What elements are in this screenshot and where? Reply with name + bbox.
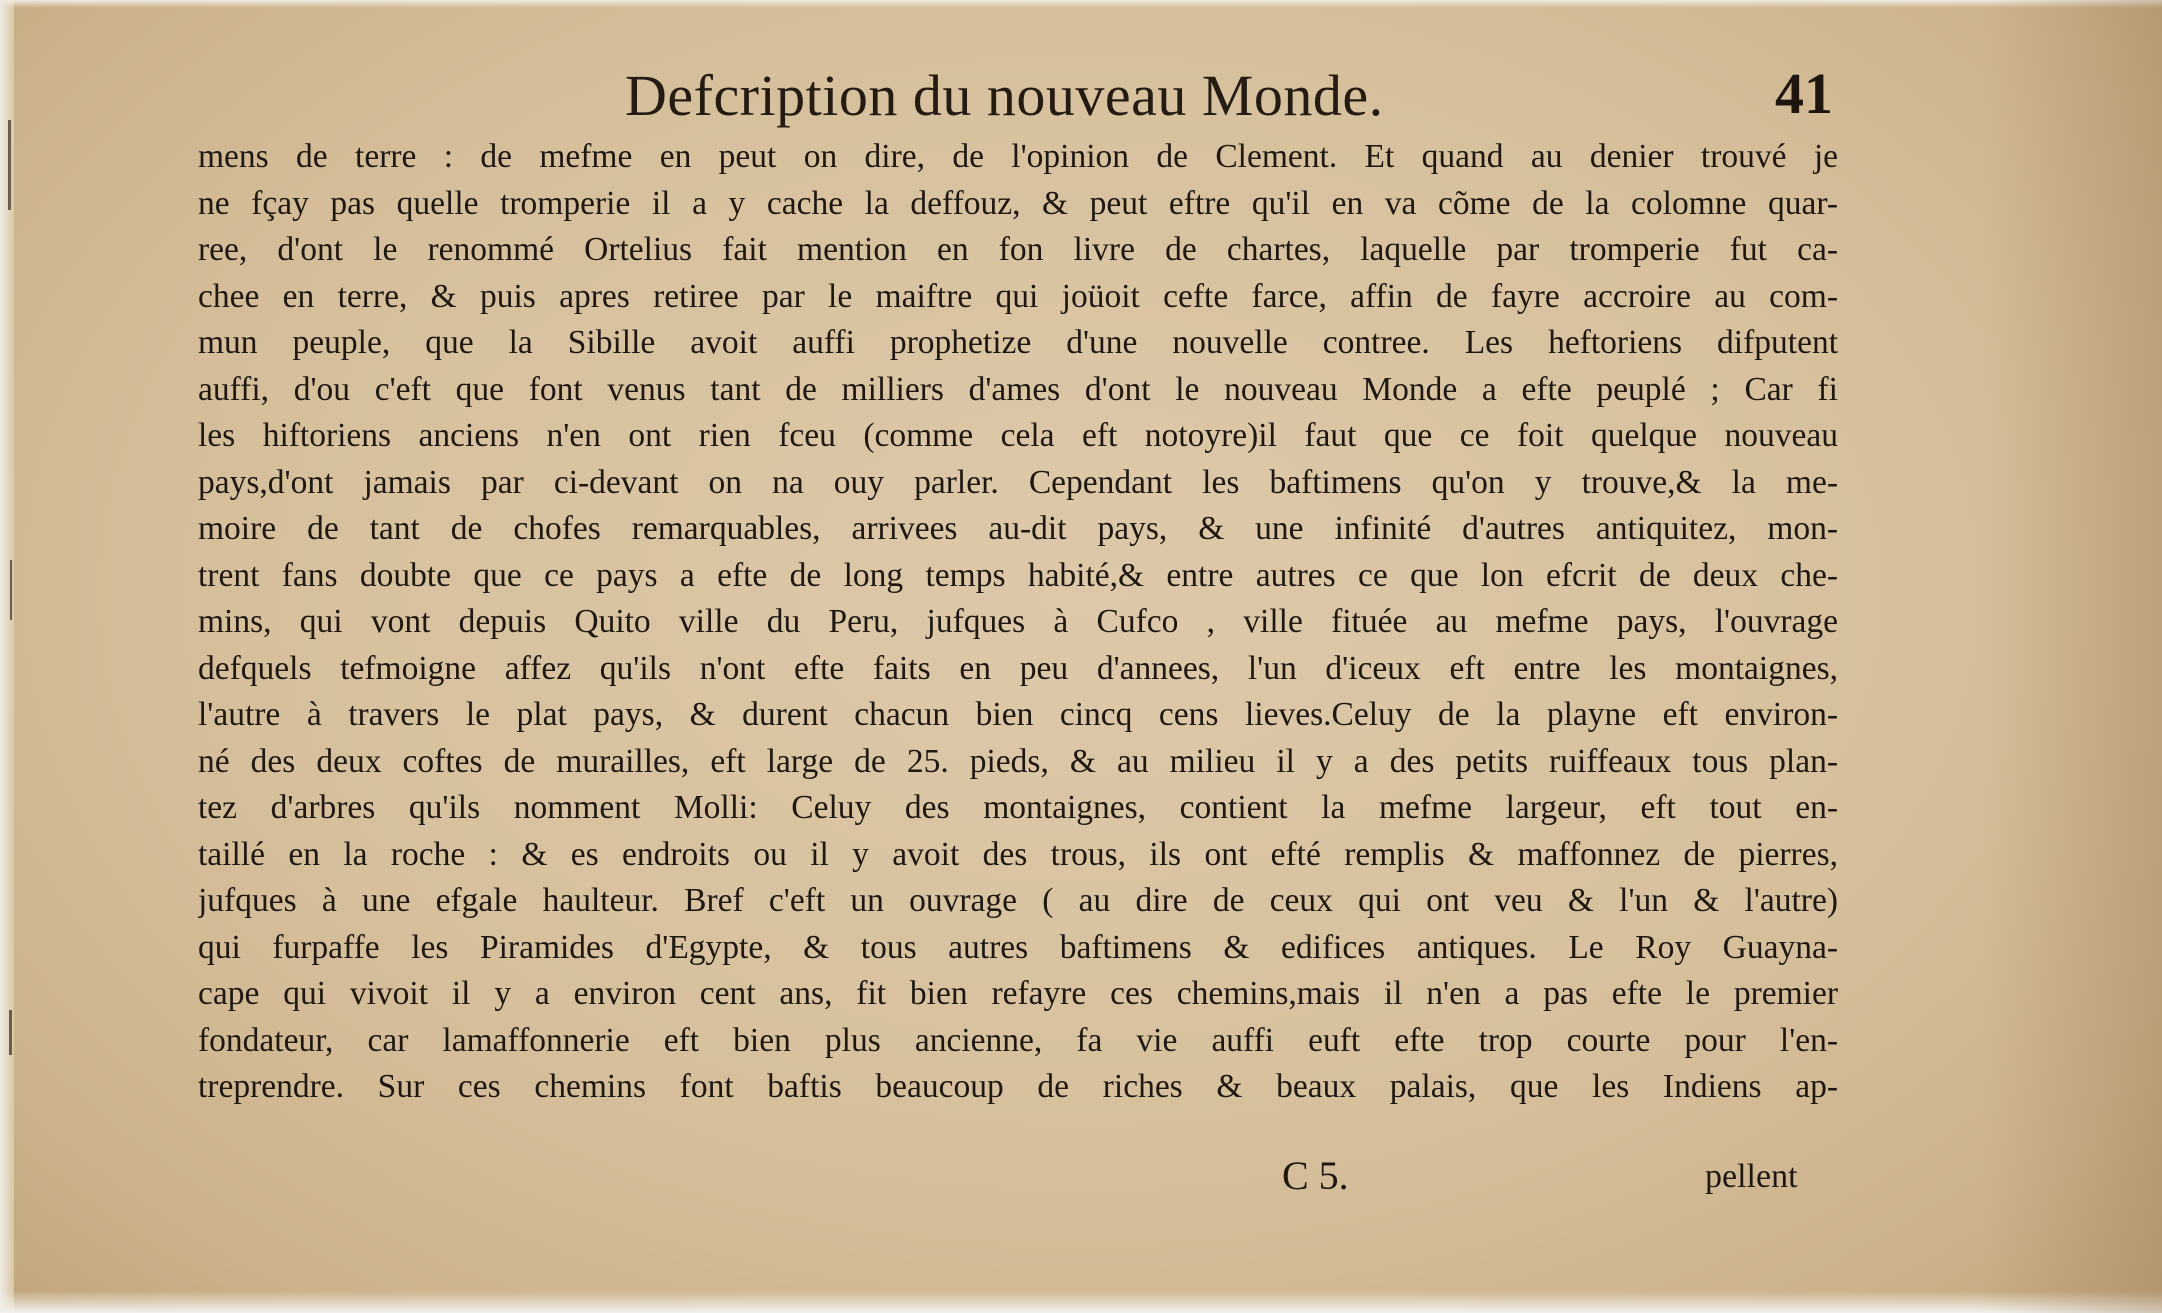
catchword: pellent	[1705, 1158, 1798, 1195]
text-line: chee en terre, & puis apres retiree par le maiftre qui joüoit cefte farce, affin de fayre accroire au com-	[198, 277, 1838, 315]
text-line: defquels tefmoigne affez qu'ils n'ont efte faits en peu d'annees, l'un d'iceux eft entre les montaignes,	[198, 649, 1838, 687]
page-left-edge	[0, 0, 14, 1313]
margin-mark-left-1	[8, 120, 11, 210]
text-line: trent fans doubte que ce pays a efte de long temps habité,& entre autres ce que lon efcrit de deux che-	[198, 556, 1838, 594]
text-line: ree, d'ont le renommé Ortelius fait mention en fon livre de chartes, laquelle par tromperie fut ca-	[198, 231, 1838, 268]
text-line: jufques à une efgale haulteur. Bref c'eft un ouvrage ( au dire de ceux qui ont veu & l'un & l'autre)	[198, 882, 1838, 919]
page-number: 41	[1775, 61, 1833, 126]
text-line: mins, qui vont depuis Quito ville du Peru, jufques à Cufco , ville fituée au mefme pays, l'ouvrage	[198, 603, 1838, 640]
text-line: treprendre. Sur ces chemins font baftis beaucoup de riches & beaux palais, que les Indiens ap-	[198, 1068, 1838, 1105]
page-right-shadow	[1982, 0, 2162, 1313]
text-line: mens de terre : de mefme en peut on dire, de l'opinion de Clement. Et quand au denier trouvé je	[198, 138, 1838, 175]
text-line: mun peuple, que la Sibille avoit auffi prophetize d'une nouvelle contree. Les heftoriens difputent	[198, 324, 1838, 361]
text-line: cape qui vivoit il y a environ cent ans, fit bien refayre ces chemins,mais il n'en a pas efte le premier	[198, 975, 1838, 1012]
text-line: pays,d'ont jamais par ci-devant on na ouy parler. Cependant les baftimens qu'on y trouve,& la me-	[198, 463, 1838, 501]
text-line: les hiftoriens anciens n'en ont rien fceu (comme cela eft notoyre)il faut que ce foit quelque nouveau	[198, 417, 1838, 454]
margin-mark-left-3	[9, 1010, 12, 1055]
page-bottom-edge	[0, 1291, 2162, 1313]
text-line: qui furpaffe les Piramides d'Egypte, & tous autres baftimens & edifices antiques. Le Roy Guayna-	[198, 928, 1838, 966]
body-text	[198, 134, 1838, 1111]
page-header-title: Defcription du nouveau Monde.	[625, 63, 1384, 128]
text-line: né des deux coftes de murailles, eft large de 25. pieds, & au milieu il y a des petits ruiffeaux tous plan-	[198, 742, 1838, 780]
signature-mark: C 5.	[1282, 1153, 1349, 1198]
text-line: moire de tant de chofes remarquables, arrivees au-dit pays, & une infinité d'autres antiquitez, mon-	[198, 510, 1838, 547]
text-line: tez d'arbres qu'ils nomment Molli: Celuy des montaignes, contient la mefme largeur, eft tout en-	[198, 789, 1838, 826]
page-top-edge	[0, 0, 2162, 8]
text-line: l'autre à travers le plat pays, & durent chacun bien cincq cens lieves.Celuy de la playne eft environ-	[198, 696, 1838, 733]
margin-mark-left-2	[10, 560, 12, 620]
text-line: fondateur, car lamaffonnerie eft bien plus ancienne, fa vie auffi euft efte trop courte pour l'en-	[198, 1021, 1838, 1059]
text-line: taillé en la roche : & es endroits ou il y avoit des trous, ils ont efté remplis & maffonnez de pierres,	[198, 835, 1838, 873]
text-line: ne fçay pas quelle tromperie il a y cache la deffouz, & peut eftre qu'il en va cõme de la colomne quar-	[198, 184, 1838, 222]
text-line: auffi, d'ou c'eft que font venus tant de milliers d'ames d'ont le nouveau Monde a efte peuplé ; Car fi	[198, 370, 1838, 408]
